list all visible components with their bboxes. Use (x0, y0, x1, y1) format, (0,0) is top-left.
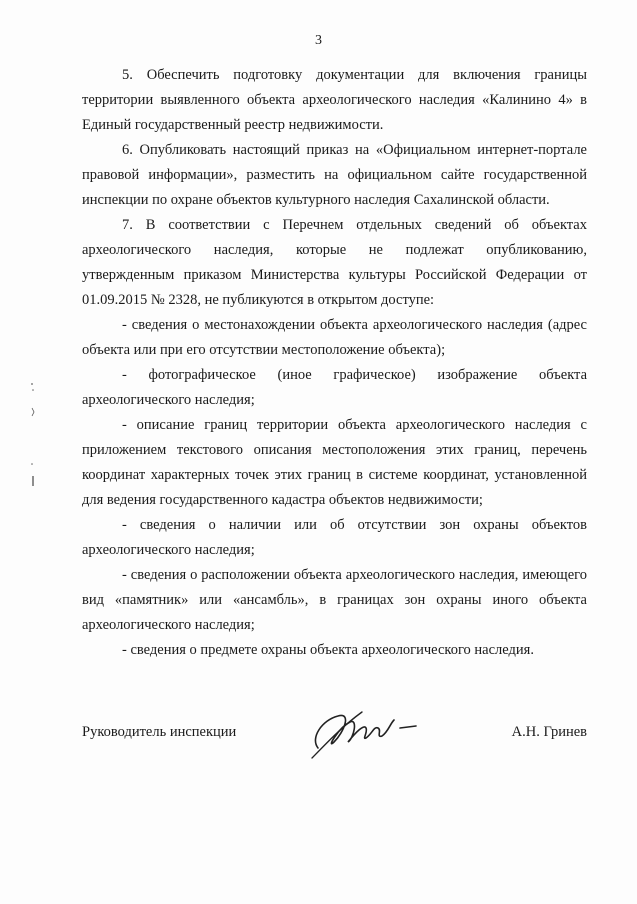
paragraph-6: 6. Опубликовать настоящий приказ на «Официальном интернет-портале правовой информации», разместить на официальном сайте государственной инспекции по охране объектов культурного наследия Сахалинской области. (82, 142, 587, 208)
signatory-name: А.Н. Гринев (511, 724, 587, 740)
document-body (82, 63, 587, 663)
signatory-role: Руководитель инспекции (82, 724, 237, 740)
list-item-monument-location: - сведения о расположении объекта археологического наследия, имеющего вид «памятник» или «ансамбль», в границах зон охраны иного объекта археологического наследия; (82, 567, 587, 633)
list-item-location: - сведения о местонахождении объекта археологического наследия (адрес объекта или при его отсутствии местоположение объекта); (82, 317, 587, 358)
list-item-protection-zones: - сведения о наличии или об отсутствии зон охраны объектов археологического наследия; (82, 517, 587, 558)
paragraph-7: 7. В соответствии с Перечнем отдельных сведений об объектах археологического наследия, которые не подлежат опубликованию, утвержденным приказом Министерства культуры Российской Федерации от 01.09.2015 № 2328, не публикуются в открытом доступе: (82, 217, 587, 308)
scan-artifacts (28, 380, 38, 500)
page-number: 3 (315, 33, 322, 48)
handwritten-signature (304, 698, 424, 768)
list-item-boundaries: - описание границ территории объекта археологического наследия с приложением текстового описания местоположения этих границ, перечень координат характерных точек этих границ в системе координат, установленной для ведения государственного кадастра объектов недвижимости; (82, 417, 587, 508)
list-item-protection-subject: - сведения о предмете охраны объекта археологического наследия. (122, 642, 534, 658)
list-item-photo: - фотографическое (иное графическое) изображение объекта археологического наследия; (82, 367, 587, 408)
signature-block (82, 712, 587, 762)
paragraph-5: 5. Обеспечить подготовку документации для включения границы территории выявленного объекта археологического наследия «Калинино 4» в Единый государственный реестр недвижимости. (82, 67, 587, 133)
